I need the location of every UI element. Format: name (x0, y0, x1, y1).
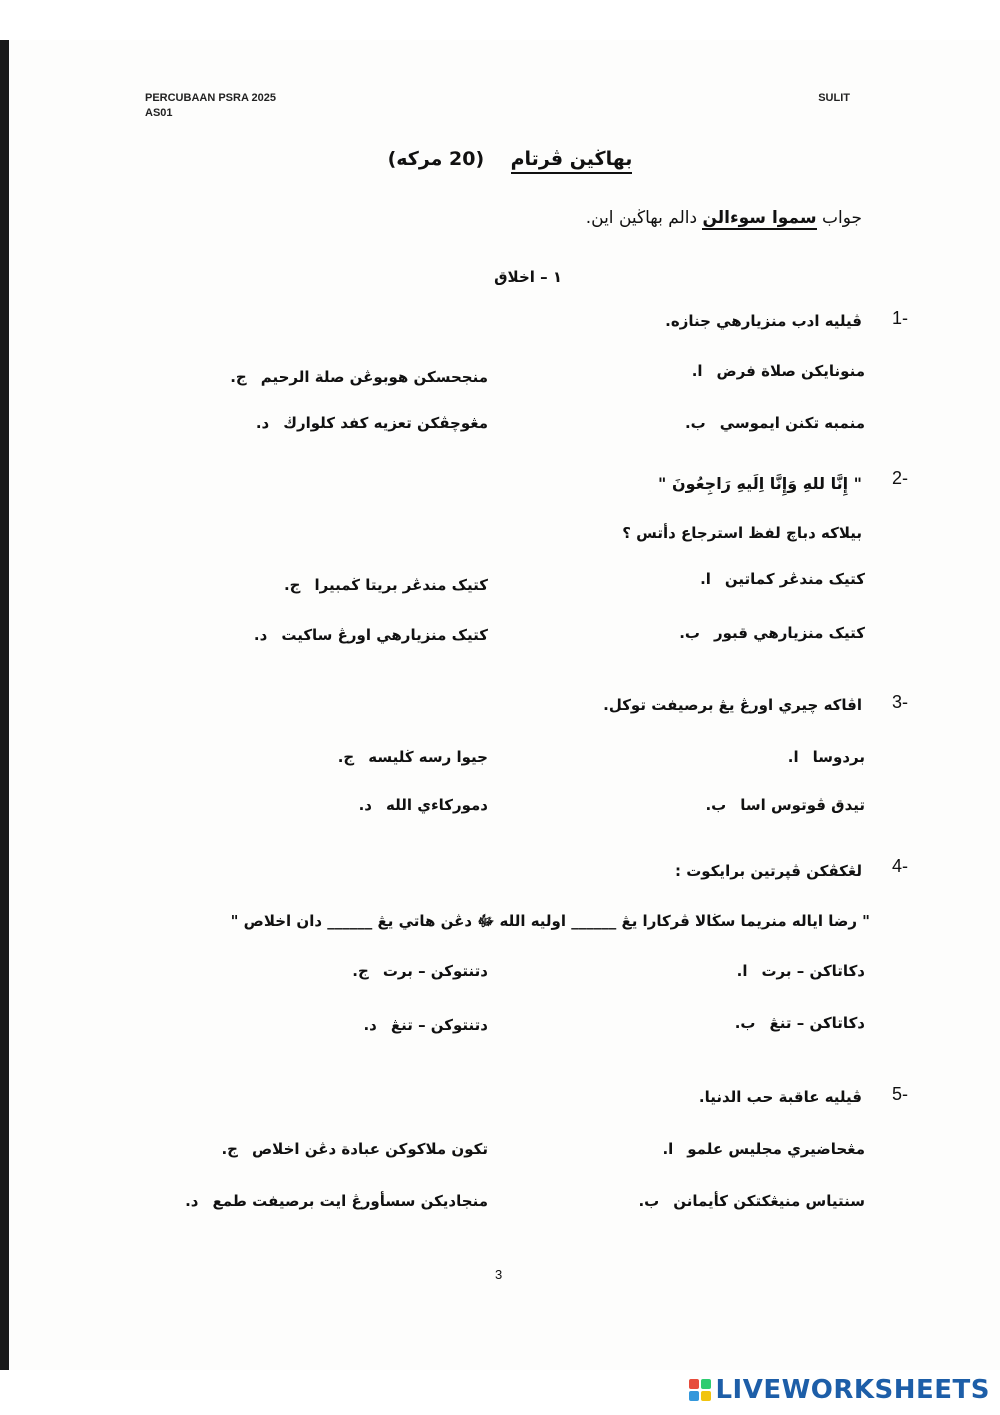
question-number: 1- (891, 308, 908, 328)
option-text: مڠحاضيري مجليس علمو (687, 1140, 865, 1158)
option-c[interactable] (225, 368, 488, 386)
option-b[interactable] (637, 1192, 865, 1210)
option-letter: ب. (638, 1192, 660, 1210)
option-text: مڠوچڤكن تعزيه كفد كلوارڬ (283, 414, 488, 432)
question-stem: ڤيليه عاقبة حب الدنيا. (698, 1088, 862, 1106)
option-a[interactable] (651, 1140, 865, 1158)
question-number: 5- (891, 1084, 908, 1104)
option-d[interactable] (177, 1192, 489, 1210)
option-letter: ب. (734, 1014, 756, 1032)
option-c[interactable] (332, 748, 488, 766)
option-letter: ا. (787, 748, 799, 766)
instruction-post: دالم بهاڬين اين. (585, 208, 698, 228)
option-text: دتنتوكن – برت (382, 962, 488, 980)
option-a[interactable] (725, 962, 865, 980)
option-a[interactable] (689, 570, 865, 588)
option-text: كتيک منزيارهي قبور (714, 624, 865, 642)
option-letter: ب. (679, 624, 701, 642)
question-stem: ڤيليه ادب منزيارهي جنازه. (665, 312, 862, 330)
option-d[interactable] (355, 1016, 488, 1034)
option-letter: ا. (700, 570, 711, 588)
question-sentence: " رضا اياله منريما سڬالا ڤركارا يڠ ______ اوليه الله ﷻ دڠن هاتي يڠ ______ دان اخلاص " (230, 912, 870, 930)
option-text: منجاديكن سسأورڠ ايت برصيفت طمع (212, 1192, 488, 1210)
instruction-pre: جواب (821, 208, 862, 228)
option-letter: د. (185, 1192, 199, 1210)
liveworksheets-brand[interactable] (689, 1375, 990, 1405)
option-b[interactable] (704, 796, 865, 814)
option-text: منمبه تكنن ايموسي (719, 414, 865, 432)
instruction-line (586, 208, 862, 228)
option-text: كتيک مندڠر بريتا ڬمبيرا (314, 576, 488, 594)
option-letter: د. (363, 1016, 377, 1034)
option-text: منونايكن صلاة فرض (716, 362, 865, 380)
option-c[interactable] (347, 962, 488, 980)
option-letter: ا. (691, 362, 703, 380)
option-d[interactable] (245, 626, 488, 644)
part-name: بهاڬين ڤرتام (511, 148, 633, 174)
question-stem: لڠكڤكن ڤڽرتين برايكوت : (675, 862, 862, 880)
option-d[interactable] (350, 796, 488, 814)
option-letter: د. (253, 626, 268, 644)
option-c[interactable] (279, 576, 489, 594)
liveworksheets-logo-icon (689, 1379, 711, 1401)
option-letter: ج. (337, 748, 355, 766)
part-title (380, 148, 640, 170)
option-text: سنتياس منيڠكتكن كأيمانن (673, 1192, 865, 1210)
page-number: 3 (495, 1267, 503, 1282)
option-letter: ج. (230, 368, 247, 386)
question-stem: اڤاكه چيري اورڠ يڠ برصيفت توكل. (603, 696, 862, 714)
option-letter: ا. (736, 962, 748, 980)
option-letter: ج. (221, 1140, 238, 1158)
option-a[interactable] (681, 362, 865, 380)
option-letter: ب. (705, 796, 727, 814)
question-number: 3- (891, 692, 908, 712)
option-text: دكاتاكن – تنڠ (769, 1014, 865, 1032)
option-text: منجحسكن هوبوڠن صلة الرحيم (260, 368, 488, 386)
question-number: 4- (891, 856, 908, 876)
question-number: 2- (891, 468, 908, 488)
option-b[interactable] (678, 624, 865, 642)
option-letter: د. (358, 796, 372, 814)
option-text: دموركاءي الله (385, 796, 488, 814)
option-letter: ب. (684, 414, 706, 432)
option-letter: ا. (662, 1140, 674, 1158)
question-quote: " إِنَّا للهِ وَإِنَّا اِلَيهِ رَاجِعُونَ " (658, 474, 862, 493)
option-text: بردوسا (812, 748, 865, 766)
option-d[interactable] (247, 414, 488, 432)
instruction-emphasis: سموا سوءالن (702, 208, 817, 228)
section-heading: ١ – اخلاق (494, 268, 562, 286)
brand-name: LIVEWORKSHEETS (715, 1375, 990, 1405)
option-letter: د. (255, 414, 270, 432)
option-text: جيوا رسه ڬليسه (368, 748, 488, 766)
option-b[interactable] (684, 414, 865, 432)
option-text: كتيک منزيارهي اورڠ ساكيت (281, 626, 488, 644)
option-b[interactable] (734, 1014, 866, 1032)
option-text: تيدق ڤوتوس اسا (740, 796, 865, 814)
scan-edge (0, 40, 9, 1370)
option-text: تكون ملاكوكن عبادة دڠن اخلاص (252, 1140, 488, 1158)
option-a[interactable] (777, 748, 865, 766)
option-letter: ج. (352, 962, 369, 980)
option-text: دتنتوكن – تنڠ (390, 1016, 488, 1034)
exam-name: PERCUBAAN PSRA 2025 (145, 92, 277, 104)
question-stem: بيلاكه دباچ لفظ استرجاع دأتس ؟ (622, 524, 862, 542)
option-letter: ج. (283, 576, 301, 594)
classification-label: SULIT (818, 92, 850, 104)
option-c[interactable] (216, 1140, 488, 1158)
part-marks: (20 مركه) (387, 148, 485, 170)
option-text: كتيک مندڠر كماتين (724, 570, 865, 588)
option-text: دكاتاكن – برت (761, 962, 865, 980)
exam-code: AS01 (145, 107, 173, 119)
